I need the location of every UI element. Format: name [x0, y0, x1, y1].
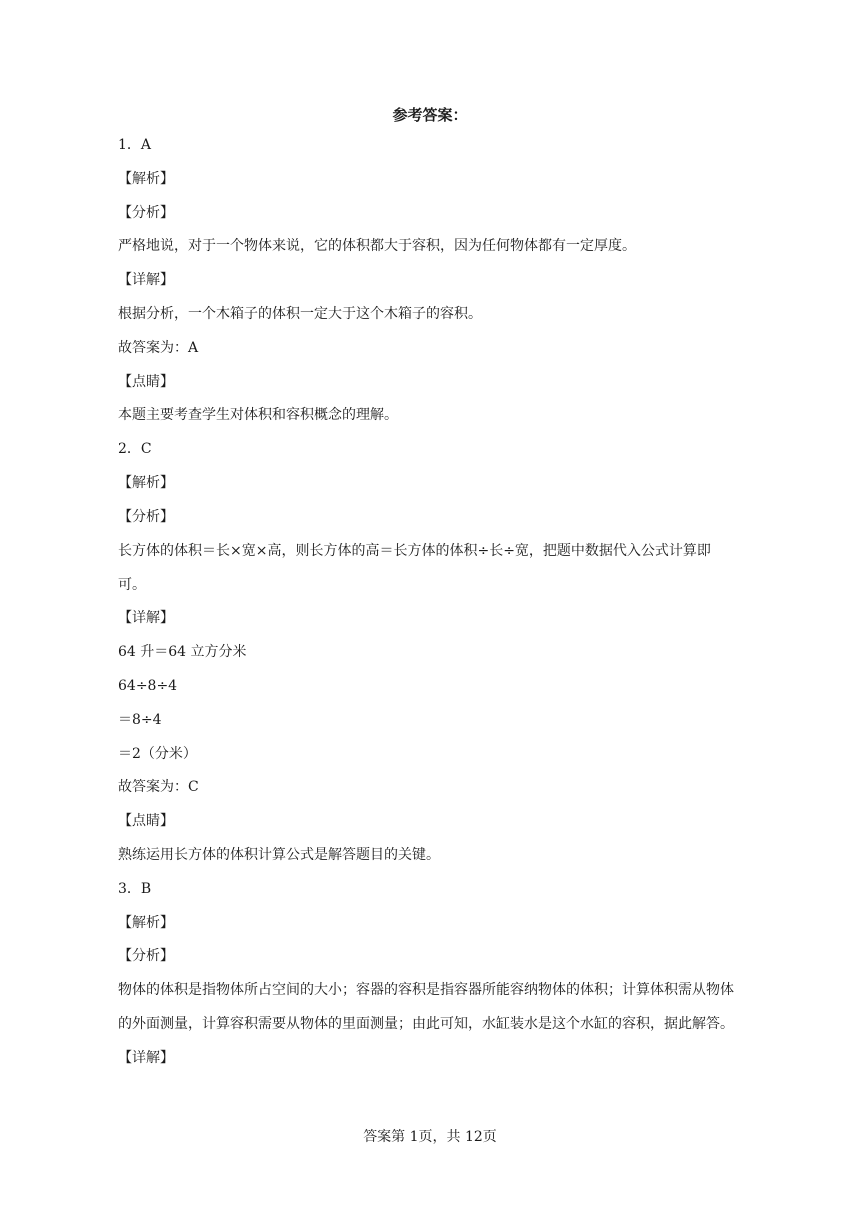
answer-content	[118, 134, 738, 1081]
q3-jiexi-heading: 【解析】	[118, 914, 174, 931]
page-footer: 答案第 1页，共 12页	[363, 1129, 497, 1145]
q2-step-4: ＝2（分米）	[118, 745, 197, 762]
q2-step-3: ＝8÷4	[118, 711, 162, 728]
page-title: 参考答案：	[392, 106, 468, 124]
q2-xiangjie-heading: 【详解】	[118, 610, 174, 627]
q3-fenxi-text: 物体的体积是指物体所占空间的大小；容器的容积是指容器所能容纳物体的体积；计算体积需从物体的外面测量，计算容积需要从物体的里面测量；由此可知，水缸装水是这个水缸的容积，据此解答。	[118, 982, 734, 1033]
q1-final-answer: 故答案为：A	[118, 339, 199, 356]
q3-answer: 3．B	[118, 880, 152, 897]
q2-dianjing-text: 熟练运用长方体的体积计算公式是解答题目的关键。	[118, 846, 440, 863]
q3-fenxi-heading: 【分析】	[118, 948, 174, 965]
q2-fenxi-text: 长方体的体积＝长×宽×高，则长方体的高＝长方体的体积÷长÷宽，把题中数据代入公式计算即可。	[118, 542, 711, 593]
q1-fenxi-heading: 【分析】	[118, 204, 174, 221]
q2-answer: 2．C	[118, 441, 152, 458]
q2-step-2: 64÷8÷4	[118, 677, 178, 694]
q2-jiexi-heading: 【解析】	[118, 474, 174, 491]
q1-dianjing-text: 本题主要考查学生对体积和容积概念的理解。	[118, 407, 398, 424]
q2-dianjing-heading: 【点睛】	[118, 813, 174, 830]
q1-xiangjie-text: 根据分析，一个木箱子的体积一定大于这个木箱子的容积。	[118, 305, 482, 322]
q1-fenxi-text: 严格地说，对于一个物体来说，它的体积都大于容积，因为任何物体都有一定厚度。	[118, 238, 636, 255]
q1-answer: 1．A	[118, 137, 152, 153]
q2-step-1: 64 升＝64 立方分米	[118, 644, 247, 661]
q2-fenxi-heading: 【分析】	[118, 508, 174, 525]
q1-xiangjie-heading: 【详解】	[118, 272, 174, 289]
q1-jiexi-heading: 【解析】	[118, 170, 174, 187]
q2-final-answer: 故答案为：C	[118, 779, 199, 796]
q1-dianjing-heading: 【点睛】	[118, 373, 174, 390]
q3-xiangjie-heading: 【详解】	[118, 1049, 174, 1066]
